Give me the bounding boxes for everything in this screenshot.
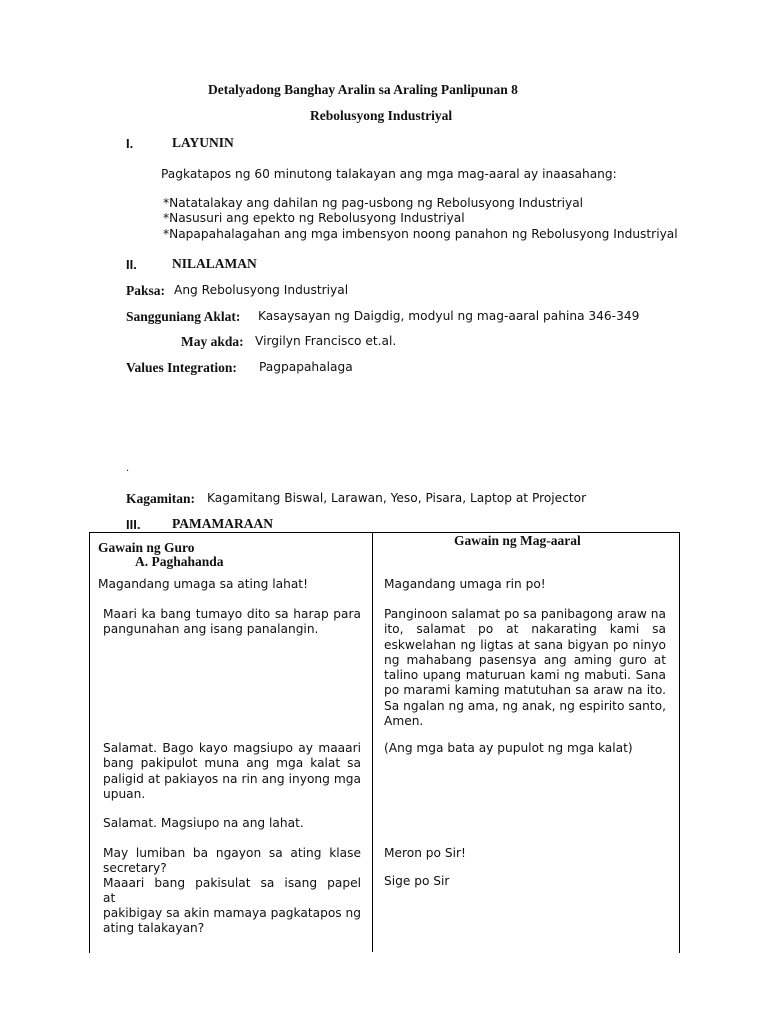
section-1-heading: LAYUNIN bbox=[172, 135, 234, 150]
teacher-subheader: A. Paghahanda bbox=[135, 554, 224, 569]
teacher-prayer-request: Maari ka bang tumayo dito sa harap para pangunahan ang isang panalangin. bbox=[103, 607, 361, 637]
values-label: Values Integration: bbox=[126, 360, 237, 375]
section-3-numeral: III. bbox=[126, 517, 141, 532]
sanggunian-label: Sangguniang Aklat: bbox=[126, 309, 241, 324]
section-1-numeral: I. bbox=[126, 136, 134, 151]
akda-label: May akda: bbox=[181, 334, 244, 349]
akda-value: Virgilyn Francisco et.al. bbox=[255, 334, 397, 348]
teacher-note-request-cont: at bbox=[103, 891, 116, 905]
section-3-heading: PAMAMARAAN bbox=[172, 516, 273, 531]
kagamitan-value: Kagamitang Biswal, Larawan, Yeso, Pisara, Laptop at Projector bbox=[207, 491, 587, 505]
sanggunian-value: Kasaysayan ng Daigdig, modyul ng mag-aaral pahina 346-349 bbox=[258, 309, 640, 323]
paksa-label: Paksa: bbox=[126, 283, 166, 298]
objective-item: *Nasusuri ang epekto ng Rebolusyong Industriyal bbox=[163, 211, 465, 225]
objectives-intro: Pagkatapos ng 60 minutong talakayan ang mga mag-aaral ay inaasahang: bbox=[161, 167, 617, 181]
teacher-sit-down: Salamat. Magsiupo na ang lahat. bbox=[103, 816, 304, 830]
paksa-value: Ang Rebolusyong Industriyal bbox=[174, 283, 349, 297]
student-cleanup: (Ang mga bata ay pupulot ng mga kalat) bbox=[384, 741, 633, 755]
teacher-note-request-end: pakibigay sa akin mamaya pagkatapos ng ating talakayan? bbox=[103, 906, 361, 936]
kagamitan-label: Kagamitan: bbox=[126, 491, 195, 506]
teacher-absent-question: May lumiban ba ngayon sa ating klase secretary? bbox=[103, 846, 361, 876]
student-prayer: Panginoon salamat po sa panibagong araw na ito, salamat po at nakarating kami sa eskwelahan ng ligtas at sana bigyan po ninyo ng mahabang pasensya ang aming guro at talino upang maturuan kami ng mabuti. Sana po marami kaming matutuhan sa araw na ito. Sa ngalan ng ama, ng anak, ng espirito santo, Amen. bbox=[384, 607, 666, 729]
document-title: Detalyadong Banghay Aralin sa Araling Panlipunan 8 bbox=[208, 82, 518, 97]
teacher-column-header: Gawain ng Guro bbox=[98, 540, 195, 555]
teacher-cleanup-request: Salamat. Bago kayo magsiupo ay maaari bang pakipulot muna ang mga kalat sa paligid at pakiayos na rin ang inyong mga upuan. bbox=[103, 741, 361, 801]
student-column-header: Gawain ng Mag-aaral bbox=[454, 533, 581, 548]
objective-item: *Natatalakay ang dahilan ng pag-usbong ng Rebolusyong Industriyal bbox=[163, 196, 584, 210]
section-2-numeral: II. bbox=[126, 257, 137, 272]
student-agree: Sige po Sir bbox=[384, 874, 450, 888]
student-absent-answer: Meron po Sir! bbox=[384, 846, 466, 860]
teacher-note-request: Maaari bang pakisulat sa isang papel bbox=[103, 876, 361, 890]
section-2-heading: NILALAMAN bbox=[172, 256, 257, 271]
objective-item: *Napapahalagahan ang mga imbensyon noong panahon ng Rebolusyong Industriyal bbox=[163, 227, 678, 241]
document-subtitle: Rebolusyong Industriyal bbox=[310, 108, 453, 123]
teacher-greeting: Magandang umaga sa ating lahat! bbox=[98, 577, 308, 591]
student-greeting: Magandang umaga rin po! bbox=[384, 577, 546, 591]
table-column-divider bbox=[372, 532, 373, 952]
values-value: Pagpapahalaga bbox=[259, 360, 353, 374]
stray-mark: . bbox=[126, 463, 130, 474]
